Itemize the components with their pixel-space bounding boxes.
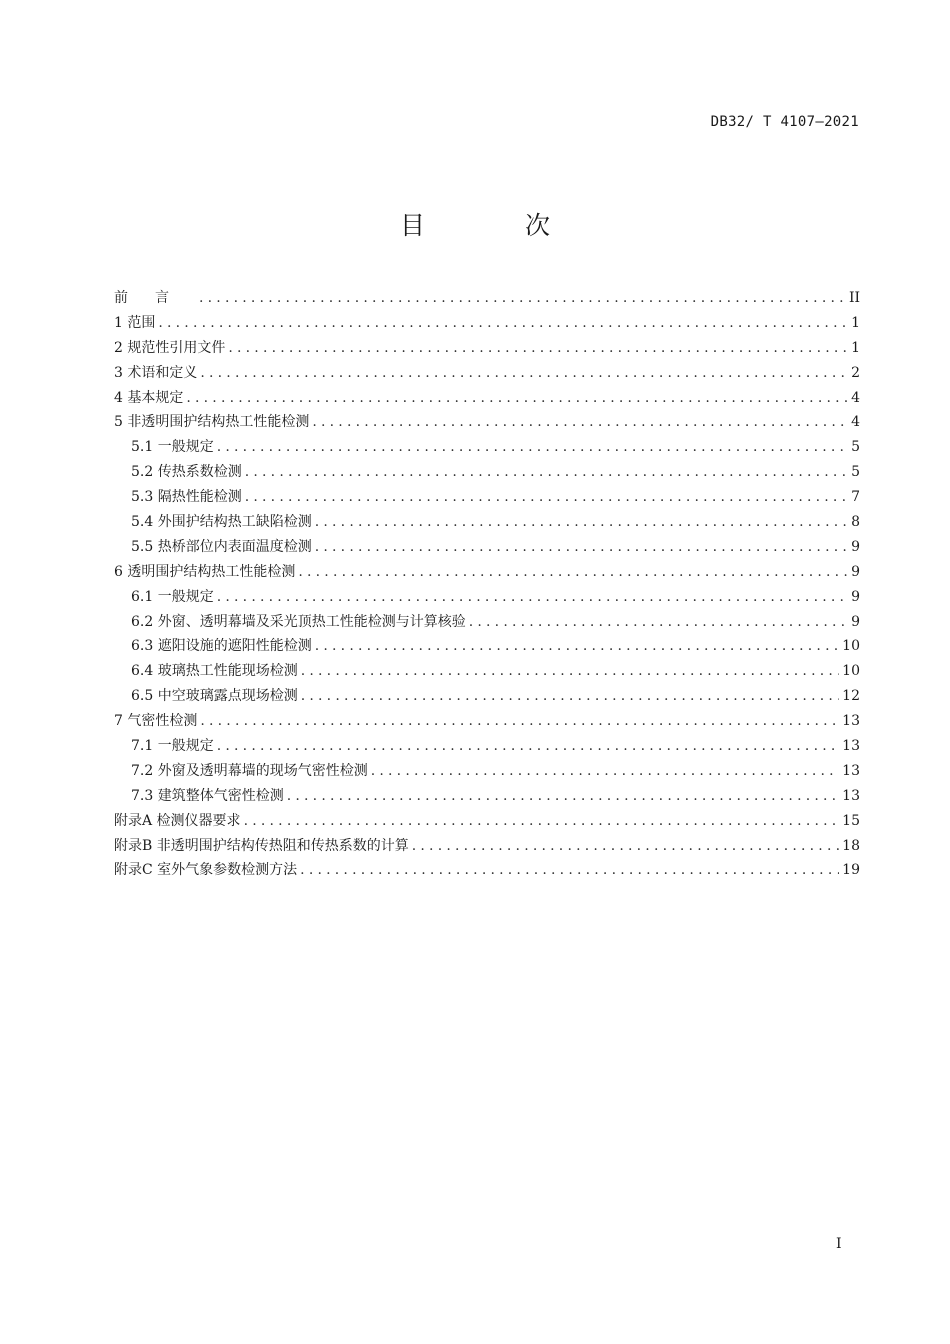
toc-entry-label: 7.2 外窗及透明幕墙的现场气密性检测 [131, 762, 368, 779]
toc-leader-dots [228, 336, 848, 361]
toc-leader-dots [315, 535, 848, 560]
toc-entry-page: 5 [851, 439, 860, 456]
toc-leader-dots [300, 858, 839, 883]
toc-entry-label: 5.2 传热系数检测 [131, 464, 242, 481]
toc-leader-dots [217, 734, 839, 759]
toc-entry-page: 10 [842, 638, 860, 655]
toc-entry[interactable] [114, 535, 860, 560]
toc-entry-label: 7.1 一般规定 [131, 738, 214, 755]
toc-leader-dots [469, 610, 848, 635]
page-title: 目 次 [400, 211, 596, 240]
page-number: I [836, 1236, 842, 1252]
toc-leader-dots [217, 435, 848, 460]
toc-leader-dots [315, 634, 839, 659]
toc-entry-page: 13 [842, 762, 860, 779]
toc-entry[interactable] [114, 460, 860, 485]
toc-leader-dots [200, 361, 848, 386]
toc-entry-label: 4 基本规定 [114, 389, 184, 406]
toc-entry-page: 13 [842, 738, 860, 755]
toc-entry-page: 19 [842, 862, 860, 879]
toc-entry-page: 1 [851, 339, 860, 356]
toc-leader-dots [298, 560, 848, 585]
toc-entry-page: 4 [851, 389, 860, 406]
toc-entry[interactable] [114, 336, 860, 361]
toc-entry-label: 6.2 外窗、透明幕墙及采光顶热工性能检测与计算核验 [131, 613, 466, 630]
toc-entry-page: 18 [842, 837, 860, 854]
toc-leader-dots [412, 834, 839, 859]
toc-entry[interactable] [114, 858, 860, 883]
toc-entry[interactable] [114, 585, 860, 610]
toc-entry[interactable] [114, 684, 860, 709]
toc-entry-page: 5 [851, 464, 860, 481]
toc-entry-label: 附录B 非透明围护结构传热阻和传热系数的计算 [114, 837, 409, 854]
toc-entry[interactable] [114, 386, 860, 411]
toc-entry-page: 8 [851, 514, 860, 531]
toc-leader-dots [158, 311, 848, 336]
toc-entry[interactable] [114, 734, 860, 759]
toc-entry-label: 5 非透明围护结构热工性能检测 [114, 414, 310, 431]
toc-entry-page: 1 [851, 314, 860, 331]
toc-entry[interactable] [114, 435, 860, 460]
table-of-contents [114, 286, 860, 883]
toc-entry-page: 9 [851, 613, 860, 630]
toc-entry-label: 5.5 热桥部位内表面温度检测 [131, 538, 312, 555]
toc-entry[interactable] [114, 784, 860, 809]
toc-leader-dots [200, 709, 839, 734]
toc-leader-dots [244, 809, 840, 834]
toc-entry[interactable] [114, 659, 860, 684]
toc-entry-label: 6 透明围护结构热工性能检测 [114, 563, 296, 580]
toc-entry-label: 5.3 隔热性能检测 [131, 489, 242, 506]
toc-leader-dots [312, 410, 848, 435]
toc-entry-label: 5.4 外围护结构热工缺陷检测 [131, 514, 312, 531]
toc-entry-label: 7.3 建筑整体气密性检测 [131, 787, 284, 804]
toc-leader-dots [301, 659, 839, 684]
toc-entry[interactable] [114, 809, 860, 834]
toc-leader-dots [245, 460, 848, 485]
toc-entry[interactable] [114, 311, 860, 336]
toc-entry-label: 6.4 玻璃热工性能现场检测 [131, 663, 298, 680]
toc-entry-page: 15 [842, 812, 860, 829]
toc-entry-label: 附录C 室外气象参数检测方法 [114, 862, 298, 879]
toc-leader-dots [301, 684, 839, 709]
toc-entry-label: 前言 [114, 290, 196, 306]
toc-entry-page: 10 [842, 663, 860, 680]
toc-entry[interactable] [114, 410, 860, 435]
toc-leader-dots [217, 585, 848, 610]
toc-entry-label: 3 术语和定义 [114, 364, 198, 381]
toc-entry-label: 6.1 一般规定 [131, 588, 214, 605]
toc-leader-dots [371, 759, 839, 784]
toc-entry-page: 4 [851, 414, 860, 431]
toc-entry[interactable] [114, 709, 860, 734]
toc-entry-page: 9 [851, 563, 860, 580]
toc-entry[interactable] [114, 286, 860, 311]
toc-entry-page: II [848, 290, 860, 306]
toc-leader-dots [315, 510, 848, 535]
toc-entry-label: 附录A 检测仪器要求 [114, 812, 241, 829]
toc-entry-page: 13 [842, 787, 860, 804]
toc-leader-dots [199, 286, 846, 311]
toc-entry[interactable] [114, 560, 860, 585]
toc-entry-page: 13 [842, 713, 860, 730]
toc-entry-label: 2 规范性引用文件 [114, 339, 226, 356]
toc-entry-page: 2 [851, 364, 860, 381]
toc-entry[interactable] [114, 610, 860, 635]
toc-entry[interactable] [114, 834, 860, 859]
toc-entry[interactable] [114, 361, 860, 386]
toc-entry-page: 9 [851, 538, 860, 555]
toc-entry[interactable] [114, 759, 860, 784]
toc-entry-page: 12 [842, 688, 860, 705]
toc-entry[interactable] [114, 485, 860, 510]
toc-entry-page: 7 [851, 489, 860, 506]
toc-entry-label: 6.3 遮阳设施的遮阳性能检测 [131, 638, 312, 655]
toc-entry-page: 9 [851, 588, 860, 605]
toc-entry-label: 5.1 一般规定 [131, 439, 214, 456]
toc-entry-label: 1 范围 [114, 314, 156, 331]
toc-entry-label: 6.5 中空玻璃露点现场检测 [131, 688, 298, 705]
toc-leader-dots [287, 784, 839, 809]
toc-entry-label: 7 气密性检测 [114, 713, 198, 730]
toc-leader-dots [245, 485, 848, 510]
toc-entry[interactable] [114, 634, 860, 659]
toc-entry[interactable] [114, 510, 860, 535]
standard-code: DB32/ T 4107—2021 [710, 114, 859, 130]
toc-leader-dots [186, 386, 848, 411]
